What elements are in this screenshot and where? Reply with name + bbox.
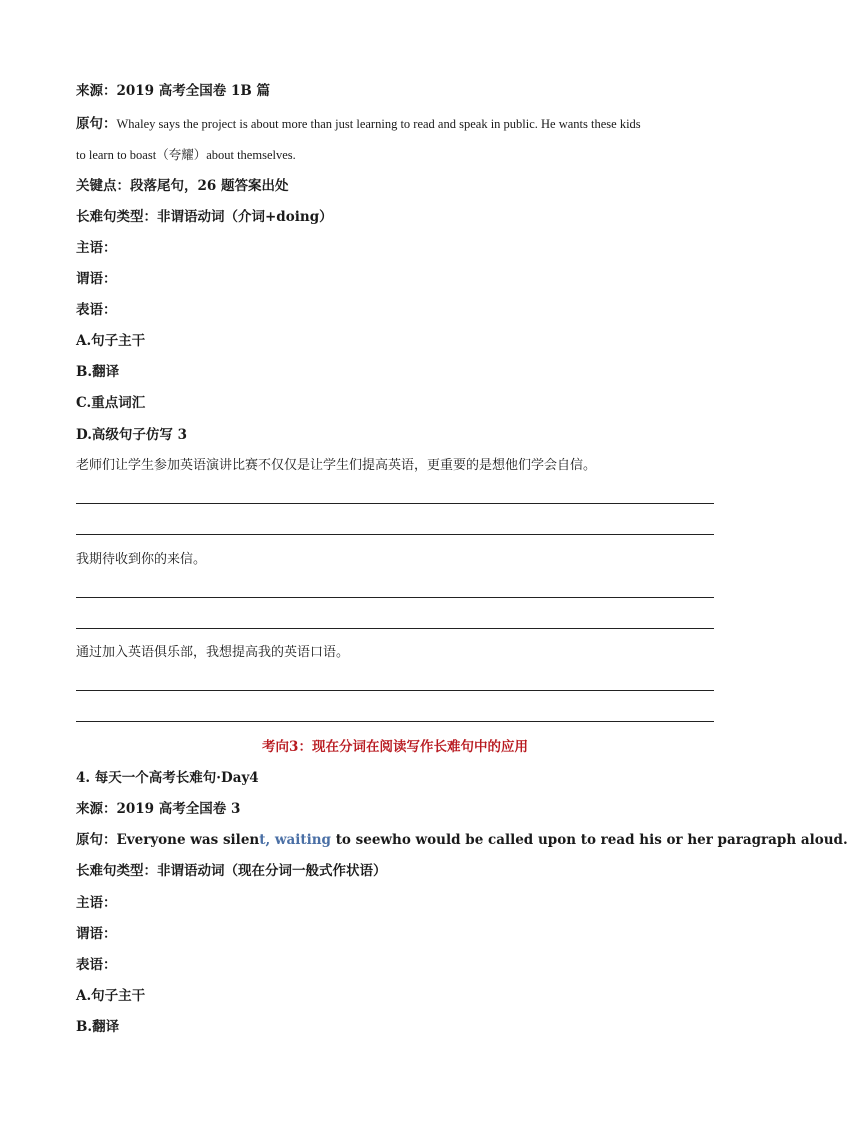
exercise-3-prompt: 通过加入英语俱乐部，我想提高我的英语口语。	[76, 645, 350, 660]
day4-sentence-type: 长难句类型：非谓语动词（现在分词一般式作状语）	[76, 863, 387, 879]
subject-label: 主语：	[76, 240, 117, 256]
day4-item-b: B.翻译	[76, 1019, 120, 1035]
section-heading: 考向3：现在分词在阅读写作长难句中的应用	[262, 739, 528, 755]
original-label: 原句：	[76, 116, 117, 132]
original-text-1: Whaley says the project is about more than just learning to read and speak in public. He wants these kids	[116, 117, 641, 131]
source-line	[76, 81, 270, 101]
original-sentence-line-1	[76, 114, 641, 134]
answer-line[interactable]	[76, 628, 714, 629]
answer-line[interactable]	[76, 597, 714, 598]
predicative-label: 表语：	[76, 302, 117, 318]
answer-line[interactable]	[76, 721, 714, 722]
day4-original-sentence	[76, 830, 848, 850]
original-label: 原句：	[76, 832, 117, 848]
predicate-label: 谓语：	[76, 271, 117, 287]
answer-line[interactable]	[76, 503, 714, 504]
exercise-2-prompt: 我期待收到你的来信。	[76, 552, 207, 567]
answer-line[interactable]	[76, 690, 714, 691]
item-c-vocabulary: C.重点词汇	[76, 395, 146, 411]
source-value: 2019 高考全国卷 1B 篇	[116, 83, 270, 99]
item-b-translation: B.翻译	[76, 364, 120, 380]
keypoint-line: 关键点：段落尾句，26 题答案出处	[76, 178, 289, 194]
answer-line[interactable]	[76, 534, 714, 535]
original-text-part-2: to seewho would be called upon to read his or her paragraph aloud.	[331, 832, 848, 848]
exercise-1-prompt: 老师们让学生参加英语演讲比赛不仅仅是让学生们提高英语，更重要的是想他们学会自信。	[76, 458, 597, 473]
source-label: 来源：	[76, 83, 117, 99]
highlighted-text: t, waiting	[259, 832, 331, 848]
day4-predicate-label: 谓语：	[76, 926, 117, 942]
item-d-imitation: D.高级句子仿写 3	[76, 427, 188, 443]
item-a-main-clause: A.句子主干	[76, 333, 146, 349]
day4-item-a: A.句子主干	[76, 988, 146, 1004]
original-text-part-1: Everyone was silen	[116, 832, 260, 848]
day4-title: 4. 每天一个高考长难句·Day4	[76, 770, 259, 786]
day4-predicative-label: 表语：	[76, 957, 117, 973]
sentence-type-line: 长难句类型：非谓语动词（介词+doing）	[76, 209, 333, 225]
day4-source: 来源：2019 高考全国卷 3	[76, 801, 241, 817]
day4-subject-label: 主语：	[76, 895, 117, 911]
original-sentence-line-2: to learn to boast（夸耀）about themselves.	[76, 148, 296, 162]
